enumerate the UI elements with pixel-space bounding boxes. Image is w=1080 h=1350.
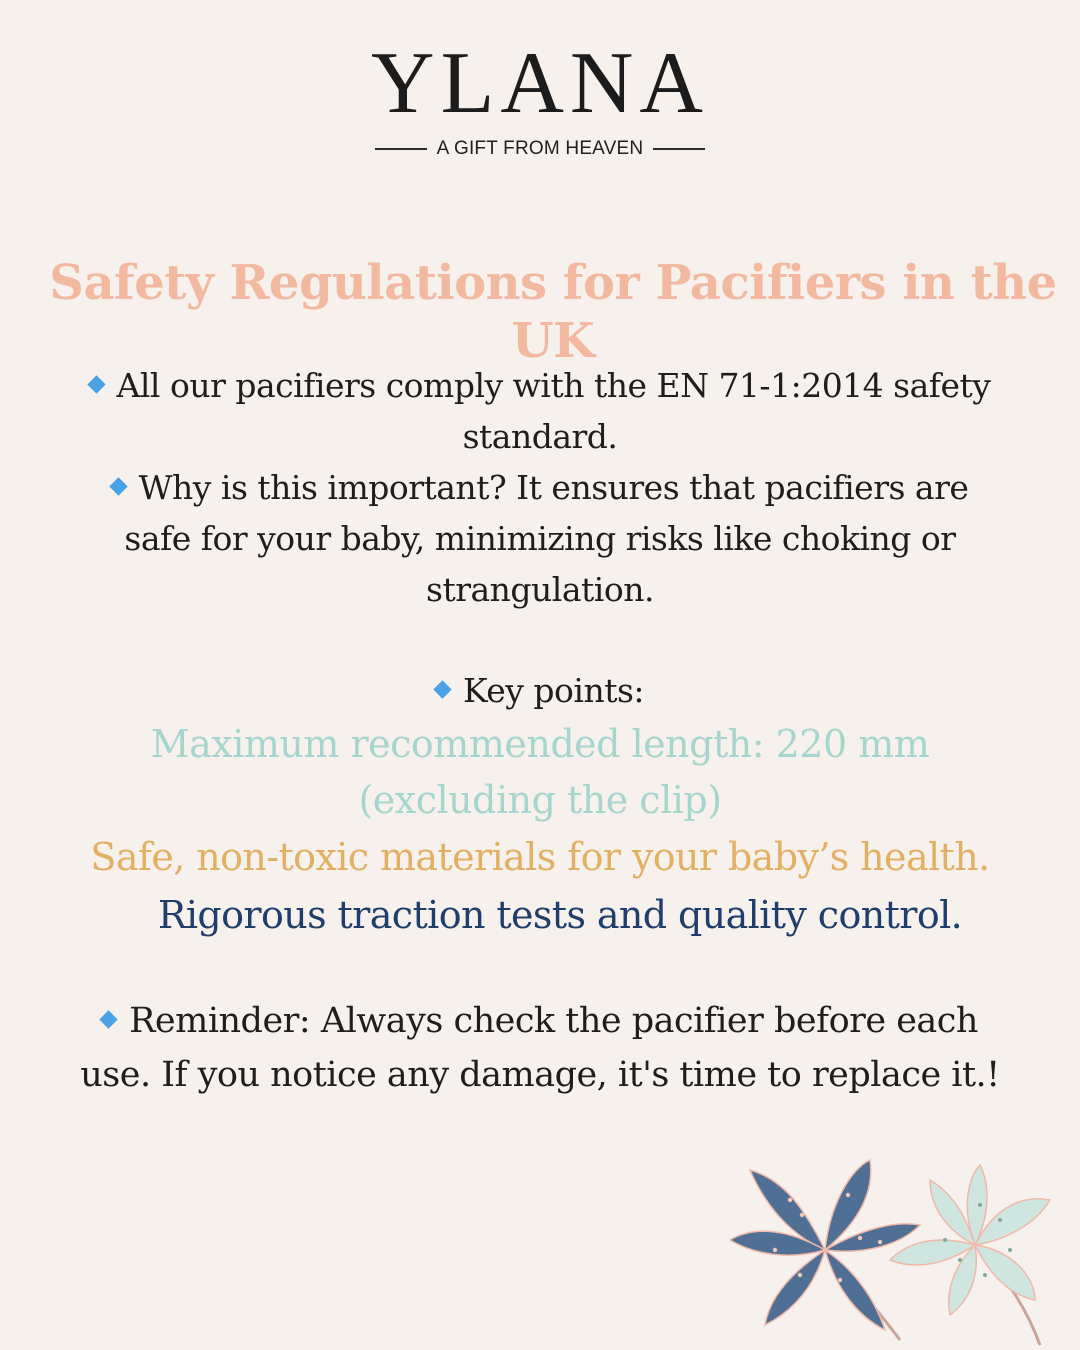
importance-text: Why is this important? It ensures that pacifiers are safe for your baby, minimizing risks like choking or strangulation.	[124, 468, 969, 609]
tagline-divider-right	[653, 148, 705, 150]
reminder-text: Reminder: Always check the pacifier before each use. If you notice any damage, it's time to replace it.!	[80, 1001, 1000, 1095]
lily-flowers-icon	[730, 1150, 1080, 1350]
compliance-point	[80, 360, 1000, 462]
spacer	[80, 615, 1000, 665]
reminder-point	[80, 994, 1000, 1102]
importance-point	[80, 462, 1000, 615]
compliance-text: All our pacifiers comply with the EN 71-1:2014 safety standard.	[116, 366, 991, 456]
key-points-label: Key points:	[462, 671, 645, 710]
spacer	[80, 944, 1000, 994]
diamond-icon	[109, 477, 127, 495]
brand-tagline: A GIFT FROM HEAVEN	[436, 138, 644, 159]
main-content	[80, 360, 1000, 1102]
diamond-icon	[99, 1010, 117, 1028]
brand-name: YLANA	[371, 35, 709, 132]
key-points-heading	[80, 665, 1000, 716]
page-title: Safety Regulations for Pacifiers in the UK	[49, 255, 1057, 369]
key-point-materials: Safe, non-toxic materials for your baby’s health.	[90, 835, 990, 879]
key-point-length: Maximum recommended length: 220 mm	[150, 722, 930, 766]
diamond-icon	[433, 680, 451, 698]
tagline-row	[0, 138, 1080, 160]
tagline-divider-left	[375, 148, 427, 150]
key-point-length-note: (excluding the clip)	[358, 778, 722, 822]
diamond-icon	[87, 375, 105, 393]
brand-logo	[0, 35, 1080, 160]
key-point-testing: Rigorous traction tests and quality control.	[157, 893, 963, 937]
